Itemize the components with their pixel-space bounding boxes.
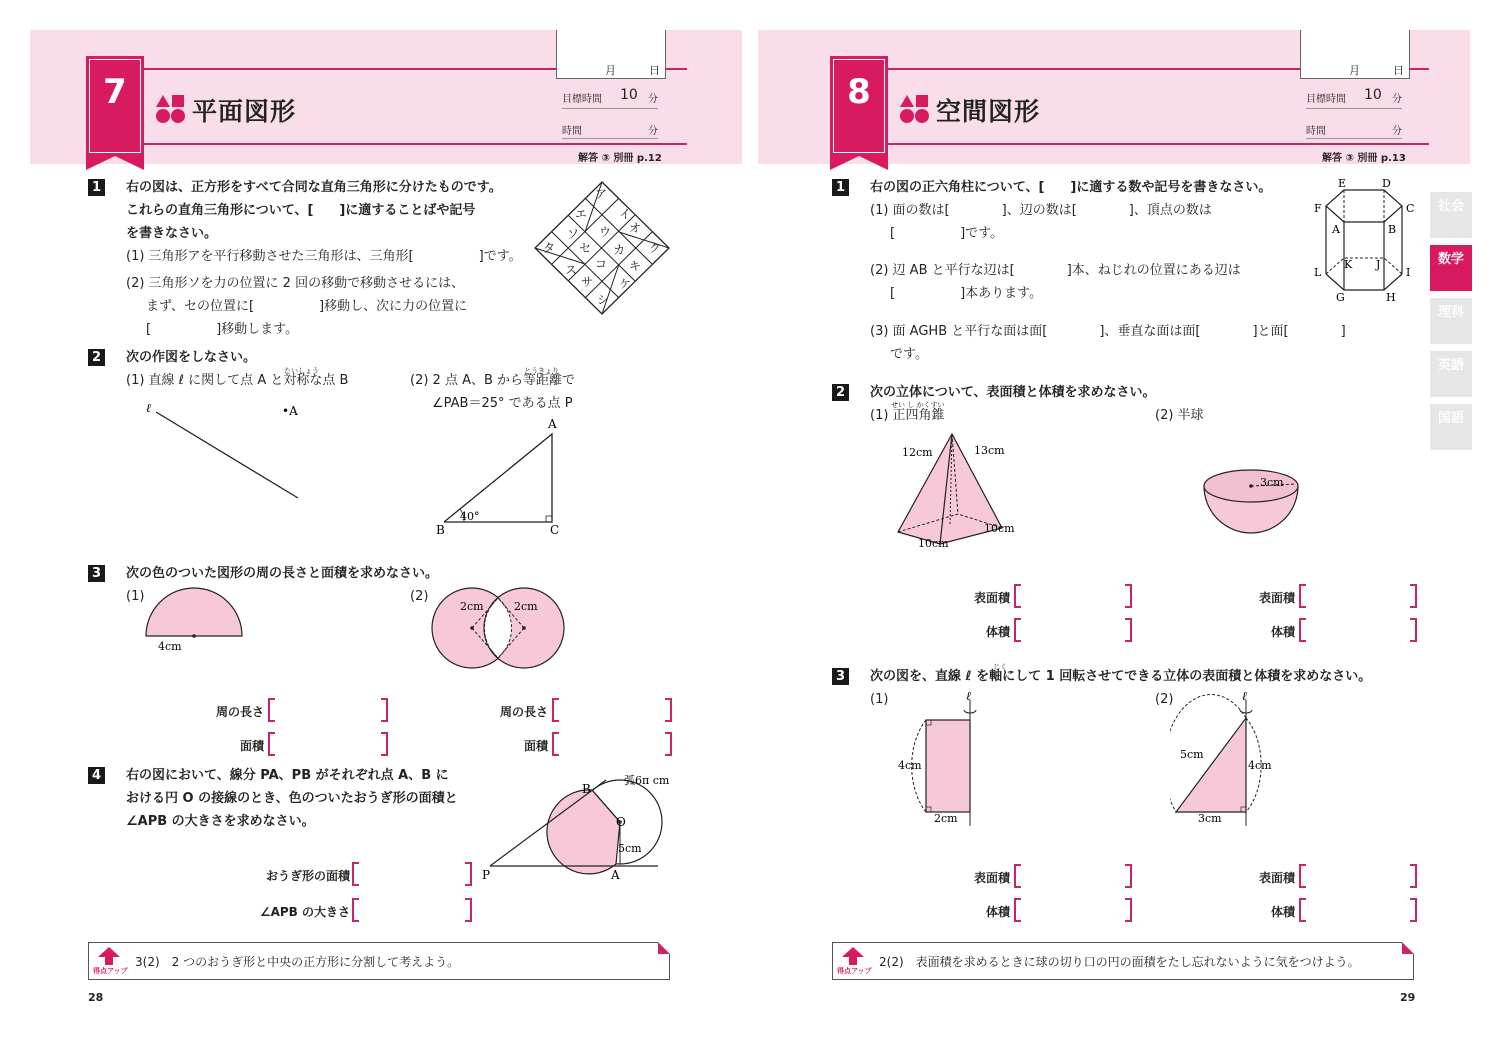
right-q3-line1: 次の図を、直線 ℓ を軸にして 1 回転させてできる立体の表面積と体積を求めなさい。 xyxy=(870,669,1372,684)
prism-vertex: E xyxy=(1338,177,1347,190)
point-a-label: •A xyxy=(282,404,298,418)
right-tip-text: 2(2) 表面積を求めるときに球の切り口の円の面積をたし忘れないように気をつけよう。 xyxy=(879,955,1360,969)
r-q2-1-volume-label: 体積 xyxy=(985,625,1010,639)
construction-figure-1 xyxy=(140,396,340,506)
right-q1-sub1b: [ ]です。 xyxy=(890,226,1004,241)
pyramid-base-2: 10cm xyxy=(984,522,1015,535)
r-q3-1-volume-answer[interactable] xyxy=(1014,898,1132,922)
right-q3-sub2: (2) xyxy=(1155,692,1174,707)
point-p-label: P xyxy=(482,868,491,882)
prism-vertex: C xyxy=(1406,202,1415,215)
tri-label: サ xyxy=(581,275,594,289)
circle-radius-1: 2cm xyxy=(460,600,484,613)
tri-label: ウ xyxy=(599,225,612,239)
angle-40: 40° xyxy=(460,510,480,523)
goal-unit: 分 xyxy=(648,94,658,105)
left-tip-text: 3(2) 2 つのおうぎ形と中央の正方形に分割して考えよう。 xyxy=(135,955,460,969)
left-q2-sub1: (1) 直線 ℓ に関して点 A と対称な点 B xyxy=(126,373,349,388)
prism-vertex: H xyxy=(1386,291,1396,304)
center-o-label: O xyxy=(616,815,626,829)
score-up-arrow-icon xyxy=(841,946,865,966)
r-q2-1-surface-label: 表面積 xyxy=(973,591,1010,605)
tri-label: キ xyxy=(629,259,642,273)
day-label: 日 xyxy=(649,64,660,77)
tip-icon-label: 得点アップ xyxy=(93,967,128,975)
left-q2-sub2b: ∠PAB＝25° である点 P xyxy=(432,396,573,411)
vertex-b: B xyxy=(436,523,445,537)
goal-value: 10 xyxy=(1364,87,1382,103)
tri-label: ス xyxy=(565,263,578,277)
time-unit: 分 xyxy=(648,126,658,137)
r-q2-2-surface-answer[interactable] xyxy=(1299,584,1417,608)
q3-2-area-answer[interactable] xyxy=(552,732,672,756)
right-q2-ruby1: せい し かくすい xyxy=(891,401,945,409)
time-label: 時間 xyxy=(1306,126,1326,137)
right-q1-line1: 右の図の正六角柱について、[ ]に適する数や記号を書きなさい。 xyxy=(870,180,1272,195)
side-tab-japanese[interactable]: 国語 xyxy=(1430,404,1472,450)
circle-radius-2: 2cm xyxy=(514,600,538,613)
q4-sector-area-answer[interactable] xyxy=(352,862,472,886)
right-q2-line1: 次の立体について、表面積と体積を求めなさい。 xyxy=(870,385,1156,400)
r-q3-2-surface-answer[interactable] xyxy=(1299,864,1417,888)
left-goal-row xyxy=(562,87,658,109)
left-date-box xyxy=(556,30,666,79)
left-q4-line3: ∠APB の大きさを求めなさい。 xyxy=(126,814,315,829)
left-answer-ref: 解答 ③ 別冊 p.12 xyxy=(578,153,662,164)
hexagonal-prism-figure xyxy=(1310,176,1420,304)
day-label: 日 xyxy=(1393,64,1404,77)
two-circles-figure xyxy=(428,584,568,670)
tip-icon-label: 得点アップ xyxy=(837,967,872,975)
right-page-number: 29 xyxy=(1400,991,1416,1004)
q3-1-area-answer[interactable] xyxy=(268,732,388,756)
right-q3-number: 3 xyxy=(832,668,849,685)
left-q4-line1: 右の図において、線分 PA、PB がそれぞれ点 A、B に xyxy=(126,768,449,783)
tri-label: ク xyxy=(649,241,662,255)
shapes-icon xyxy=(899,94,929,124)
prism-vertex: J xyxy=(1376,258,1381,271)
side-tab-social[interactable]: 社会 xyxy=(1430,192,1472,238)
prism-vertex: L xyxy=(1314,266,1322,279)
prism-vertex: G xyxy=(1336,291,1345,304)
q3-1-perimeter-answer[interactable] xyxy=(268,698,388,722)
prism-vertex: B xyxy=(1388,223,1397,236)
left-q3-number: 3 xyxy=(88,565,105,582)
prism-vertex: D xyxy=(1382,177,1391,190)
left-header-line-bottom xyxy=(142,143,687,145)
vertex-a: A xyxy=(548,417,557,431)
left-q3-sub2: (2) xyxy=(410,589,429,604)
left-q1-line1: 右の図は、正方形をすべて合同な直角三角形に分けたものです。 xyxy=(126,180,502,195)
r-q3-2-surface-label: 表面積 xyxy=(1258,871,1295,885)
r-q2-2-volume-label: 体積 xyxy=(1270,625,1295,639)
tri-label: イ xyxy=(619,207,632,221)
right-time-row xyxy=(1306,122,1402,139)
right-q1-sub3a: (3) 面 AGHB と平行な面は面[ ]、垂直な面は面[ ]と面[ ] xyxy=(870,324,1346,339)
rect-width: 2cm xyxy=(934,812,958,825)
semicircle-label: 4cm xyxy=(158,640,182,653)
tangent-circle-figure xyxy=(478,766,678,886)
pyramid-base-1: 10cm xyxy=(918,537,949,550)
right-q2-sub1: (1) 正四角錐 xyxy=(870,408,945,423)
pyramid-slant: 13cm xyxy=(974,444,1005,457)
r-q3-2-volume-label: 体積 xyxy=(1270,905,1295,919)
axis-label: ℓ xyxy=(966,689,971,703)
r-q2-2-volume-answer[interactable] xyxy=(1299,618,1417,642)
q3-2-perimeter-label: 周の長さ xyxy=(499,705,548,719)
left-q4-line2: おける円 O の接線のとき、色のついたおうぎ形の面積と xyxy=(126,791,458,806)
triangle-square-figure xyxy=(533,180,671,316)
left-q2-number: 2 xyxy=(88,349,105,366)
left-q1-line2: これらの直角三角形について、[ ]に適することばや記号 xyxy=(126,203,476,218)
tri-label: ア xyxy=(595,187,608,201)
left-q2-ruby2: とうきょり xyxy=(524,367,559,375)
left-q4-number: 4 xyxy=(88,767,105,784)
left-page-number: 28 xyxy=(88,991,104,1004)
hemisphere-radius: 3cm xyxy=(1260,476,1284,489)
tri-label: タ xyxy=(543,241,556,255)
left-time-row xyxy=(562,122,658,139)
q4-sector-area-label: おうぎ形の面積 xyxy=(265,869,350,883)
right-q3-ruby1: じく xyxy=(993,663,1007,671)
r-q2-1-surface-answer[interactable] xyxy=(1014,584,1132,608)
score-up-arrow-icon xyxy=(97,946,121,966)
tri-label: シ xyxy=(597,293,610,307)
right-page-title: 空間図形 xyxy=(936,97,1041,126)
goal-label: 目標時間 xyxy=(562,94,602,105)
right-q3-sub1: (1) xyxy=(870,692,889,707)
left-q2-line1: 次の作図をしなさい。 xyxy=(126,350,257,365)
hemisphere-figure xyxy=(1200,464,1302,538)
r-q3-1-volume-label: 体積 xyxy=(985,905,1010,919)
q4-angle-label: ∠APB の大きさ xyxy=(259,905,350,919)
line-l-label: ℓ xyxy=(146,401,151,415)
tri-label: ソ xyxy=(567,227,580,241)
right-goal-row xyxy=(1306,87,1402,109)
right-q2-number: 2 xyxy=(832,384,849,401)
tri-label: コ xyxy=(595,257,608,271)
q3-1-area-label: 面積 xyxy=(239,739,264,753)
q3-2-area-label: 面積 xyxy=(523,739,548,753)
left-unit-ribbon xyxy=(86,56,144,156)
right-unit-ribbon xyxy=(830,56,888,156)
left-q2-ruby1: たいしょう xyxy=(284,367,319,375)
radius-label: 5cm xyxy=(618,842,642,855)
right-q1-number: 1 xyxy=(832,179,849,196)
left-q1-sub1: (1) 三角形アを平行移動させた三角形は、三角形[ ]です。 xyxy=(126,249,522,264)
triangle-height: 4cm xyxy=(1248,759,1272,772)
time-label: 時間 xyxy=(562,126,582,137)
vertex-c: C xyxy=(550,523,560,537)
r-q3-2-volume-answer[interactable] xyxy=(1299,898,1417,922)
r-q2-1-volume-answer[interactable] xyxy=(1014,618,1132,642)
square-pyramid-figure xyxy=(896,428,1026,552)
right-q1-sub1a: (1) 面の数は[ ]、辺の数は[ ]、頂点の数は xyxy=(870,203,1212,218)
left-q1-sub2c: [ ]移動します。 xyxy=(146,322,299,337)
rotation-triangle-figure xyxy=(1170,688,1280,828)
r-q3-1-surface-answer[interactable] xyxy=(1014,864,1132,888)
tri-label: ケ xyxy=(619,277,632,291)
goal-value: 10 xyxy=(620,87,638,103)
shapes-icon xyxy=(155,94,185,124)
time-unit: 分 xyxy=(1392,126,1402,137)
right-q1-sub2b: [ ]本あります。 xyxy=(890,286,1043,301)
side-tab-math[interactable]: 数学 xyxy=(1430,245,1472,291)
right-tip-box xyxy=(832,942,1414,980)
right-q1-sub3b: です。 xyxy=(890,347,928,362)
r-q3-1-surface-label: 表面積 xyxy=(973,871,1010,885)
pyramid-height: 12cm xyxy=(902,446,933,459)
rotation-rect-figure xyxy=(896,688,986,828)
tri-label: エ xyxy=(575,207,588,221)
prism-vertex: A xyxy=(1332,223,1340,236)
right-q2-sub2: (2) 半球 xyxy=(1155,408,1204,423)
q3-2-perimeter-answer[interactable] xyxy=(552,698,672,722)
arc-label: 弧6π cm xyxy=(624,774,670,787)
left-q3-sub1: (1) xyxy=(126,589,145,604)
right-date-box xyxy=(1300,30,1410,79)
point-a-label: A xyxy=(611,868,620,882)
triangle-base: 3cm xyxy=(1198,812,1222,825)
side-tab-english[interactable]: 英語 xyxy=(1430,351,1472,397)
triangle-hypotenuse: 5cm xyxy=(1180,748,1204,761)
month-label: 月 xyxy=(1349,64,1360,77)
right-answer-ref: 解答 ③ 別冊 p.13 xyxy=(1322,153,1406,164)
semicircle-figure xyxy=(140,584,250,654)
left-tip-box xyxy=(88,942,670,980)
q4-angle-answer[interactable] xyxy=(352,898,472,922)
tri-label: セ xyxy=(579,241,592,255)
left-q1-number: 1 xyxy=(88,179,105,196)
construction-figure-2 xyxy=(430,416,570,540)
r-q2-2-surface-label: 表面積 xyxy=(1258,591,1295,605)
prism-vertex: K xyxy=(1344,258,1353,271)
axis-label: ℓ xyxy=(1242,689,1247,703)
left-q1-sub2b: まず、セの位置に[ ]移動し、次に力の位置に xyxy=(146,299,468,314)
side-tab-science[interactable]: 理科 xyxy=(1430,298,1472,344)
rect-height: 4cm xyxy=(898,759,922,772)
q3-1-perimeter-label: 周の長さ xyxy=(215,705,264,719)
left-page-title: 平面図形 xyxy=(192,97,297,126)
goal-unit: 分 xyxy=(1392,94,1402,105)
goal-label: 目標時間 xyxy=(1306,94,1346,105)
prism-vertex: I xyxy=(1406,266,1411,279)
right-unit-number: 8 xyxy=(847,72,871,112)
right-header-line-bottom xyxy=(886,143,1429,145)
left-q2-sub2a: (2) 2 点 A、B から等距離で xyxy=(410,373,576,388)
point-b-label: B xyxy=(582,782,591,796)
left-q3-line1: 次の色のついた図形の周の長さと面積を求めなさい。 xyxy=(126,566,439,581)
right-q1-sub2a: (2) 辺 AB と平行な辺は[ ]本、ねじれの位置にある辺は xyxy=(870,263,1241,278)
left-q1-sub2a: (2) 三角形ソを力の位置に 2 回の移動で移動させるには、 xyxy=(126,276,465,291)
prism-vertex: F xyxy=(1314,202,1322,215)
tri-label: オ xyxy=(629,221,642,235)
left-unit-number: 7 xyxy=(103,72,127,112)
left-q1-line3: を書きなさい。 xyxy=(126,226,218,241)
month-label: 月 xyxy=(605,64,616,77)
tri-label: カ xyxy=(613,243,626,257)
